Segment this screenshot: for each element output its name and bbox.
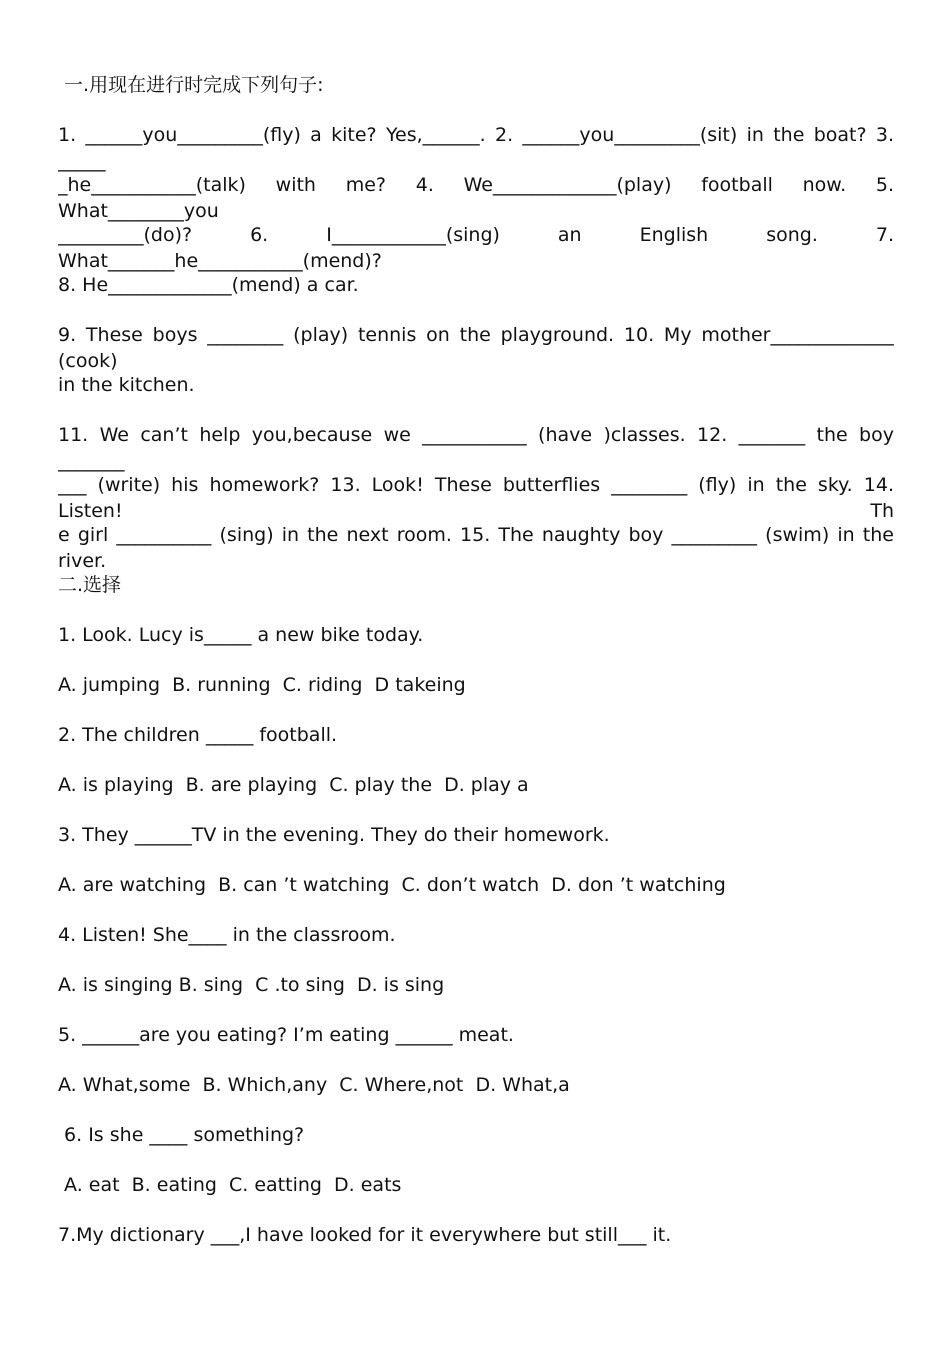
options-line: A. is playing B. are playing C. play the D. play a — [58, 774, 529, 796]
section2-heading: 二.选择 — [58, 574, 122, 596]
options-line: A. is singing B. sing C .to sing D. is sing — [58, 974, 445, 996]
question-line: 7.My dictionary ___,I have looked for it everywhere but still___ it. — [58, 1224, 672, 1246]
exercise-line: _he___________(talk) with me? 4. We_____________(play) football now. 5. What________you — [58, 174, 894, 222]
question-line: 2. The children _____ football. — [58, 724, 338, 746]
options-line: A. jumping B. running C. riding D takeing — [58, 674, 466, 696]
question-line: 4. Listen! She____ in the classroom. — [58, 924, 396, 946]
options-line: A. are watching B. can ’t watching C. don’t watch D. don ’t watching — [58, 874, 726, 896]
options-line: A. eat B. eating C. eatting D. eats — [58, 1174, 402, 1196]
question-line: 6. Is she ____ something? — [58, 1124, 305, 1146]
exercise-line: 11. We can’t help you,because we ___________ (have )classes. 12. _______ the boy _______ — [58, 424, 894, 472]
exercise-line: in the kitchen. — [58, 374, 195, 396]
exercise-line: 1. ______you_________(fly) a kite? Yes,______. 2. ______you_________(sit) in the boat? 3. _____ — [58, 124, 894, 172]
section1-heading: 一.用现在进行时完成下列句子: — [58, 74, 324, 96]
exercise-line: 9. These boys ________ (play) tennis on the playground. 10. My mother_____________ (cook) — [58, 324, 894, 372]
exercise-line: ___ (write) his homework? 13. Look! These butterflies ________ (fly) in the sky. 14. Listen! Th — [58, 474, 894, 522]
question-line: 1. Look. Lucy is_____ a new bike today. — [58, 624, 424, 646]
exercise-line: 8. He_____________(mend) a car. — [58, 274, 359, 296]
exercise-line: e girl __________ (sing) in the next room. 15. The naughty boy _________ (swim) in the river. — [58, 524, 894, 572]
exercise-line: _________(do)? 6. I____________(sing) an English song. 7. What_______he___________(mend)? — [58, 224, 894, 272]
options-line: A. What,some B. Which,any C. Where,not D. What,a — [58, 1074, 570, 1096]
question-line: 3. They ______TV in the evening. They do their homework. — [58, 824, 610, 846]
question-line: 5. ______are you eating? I’m eating ______ meat. — [58, 1024, 514, 1046]
